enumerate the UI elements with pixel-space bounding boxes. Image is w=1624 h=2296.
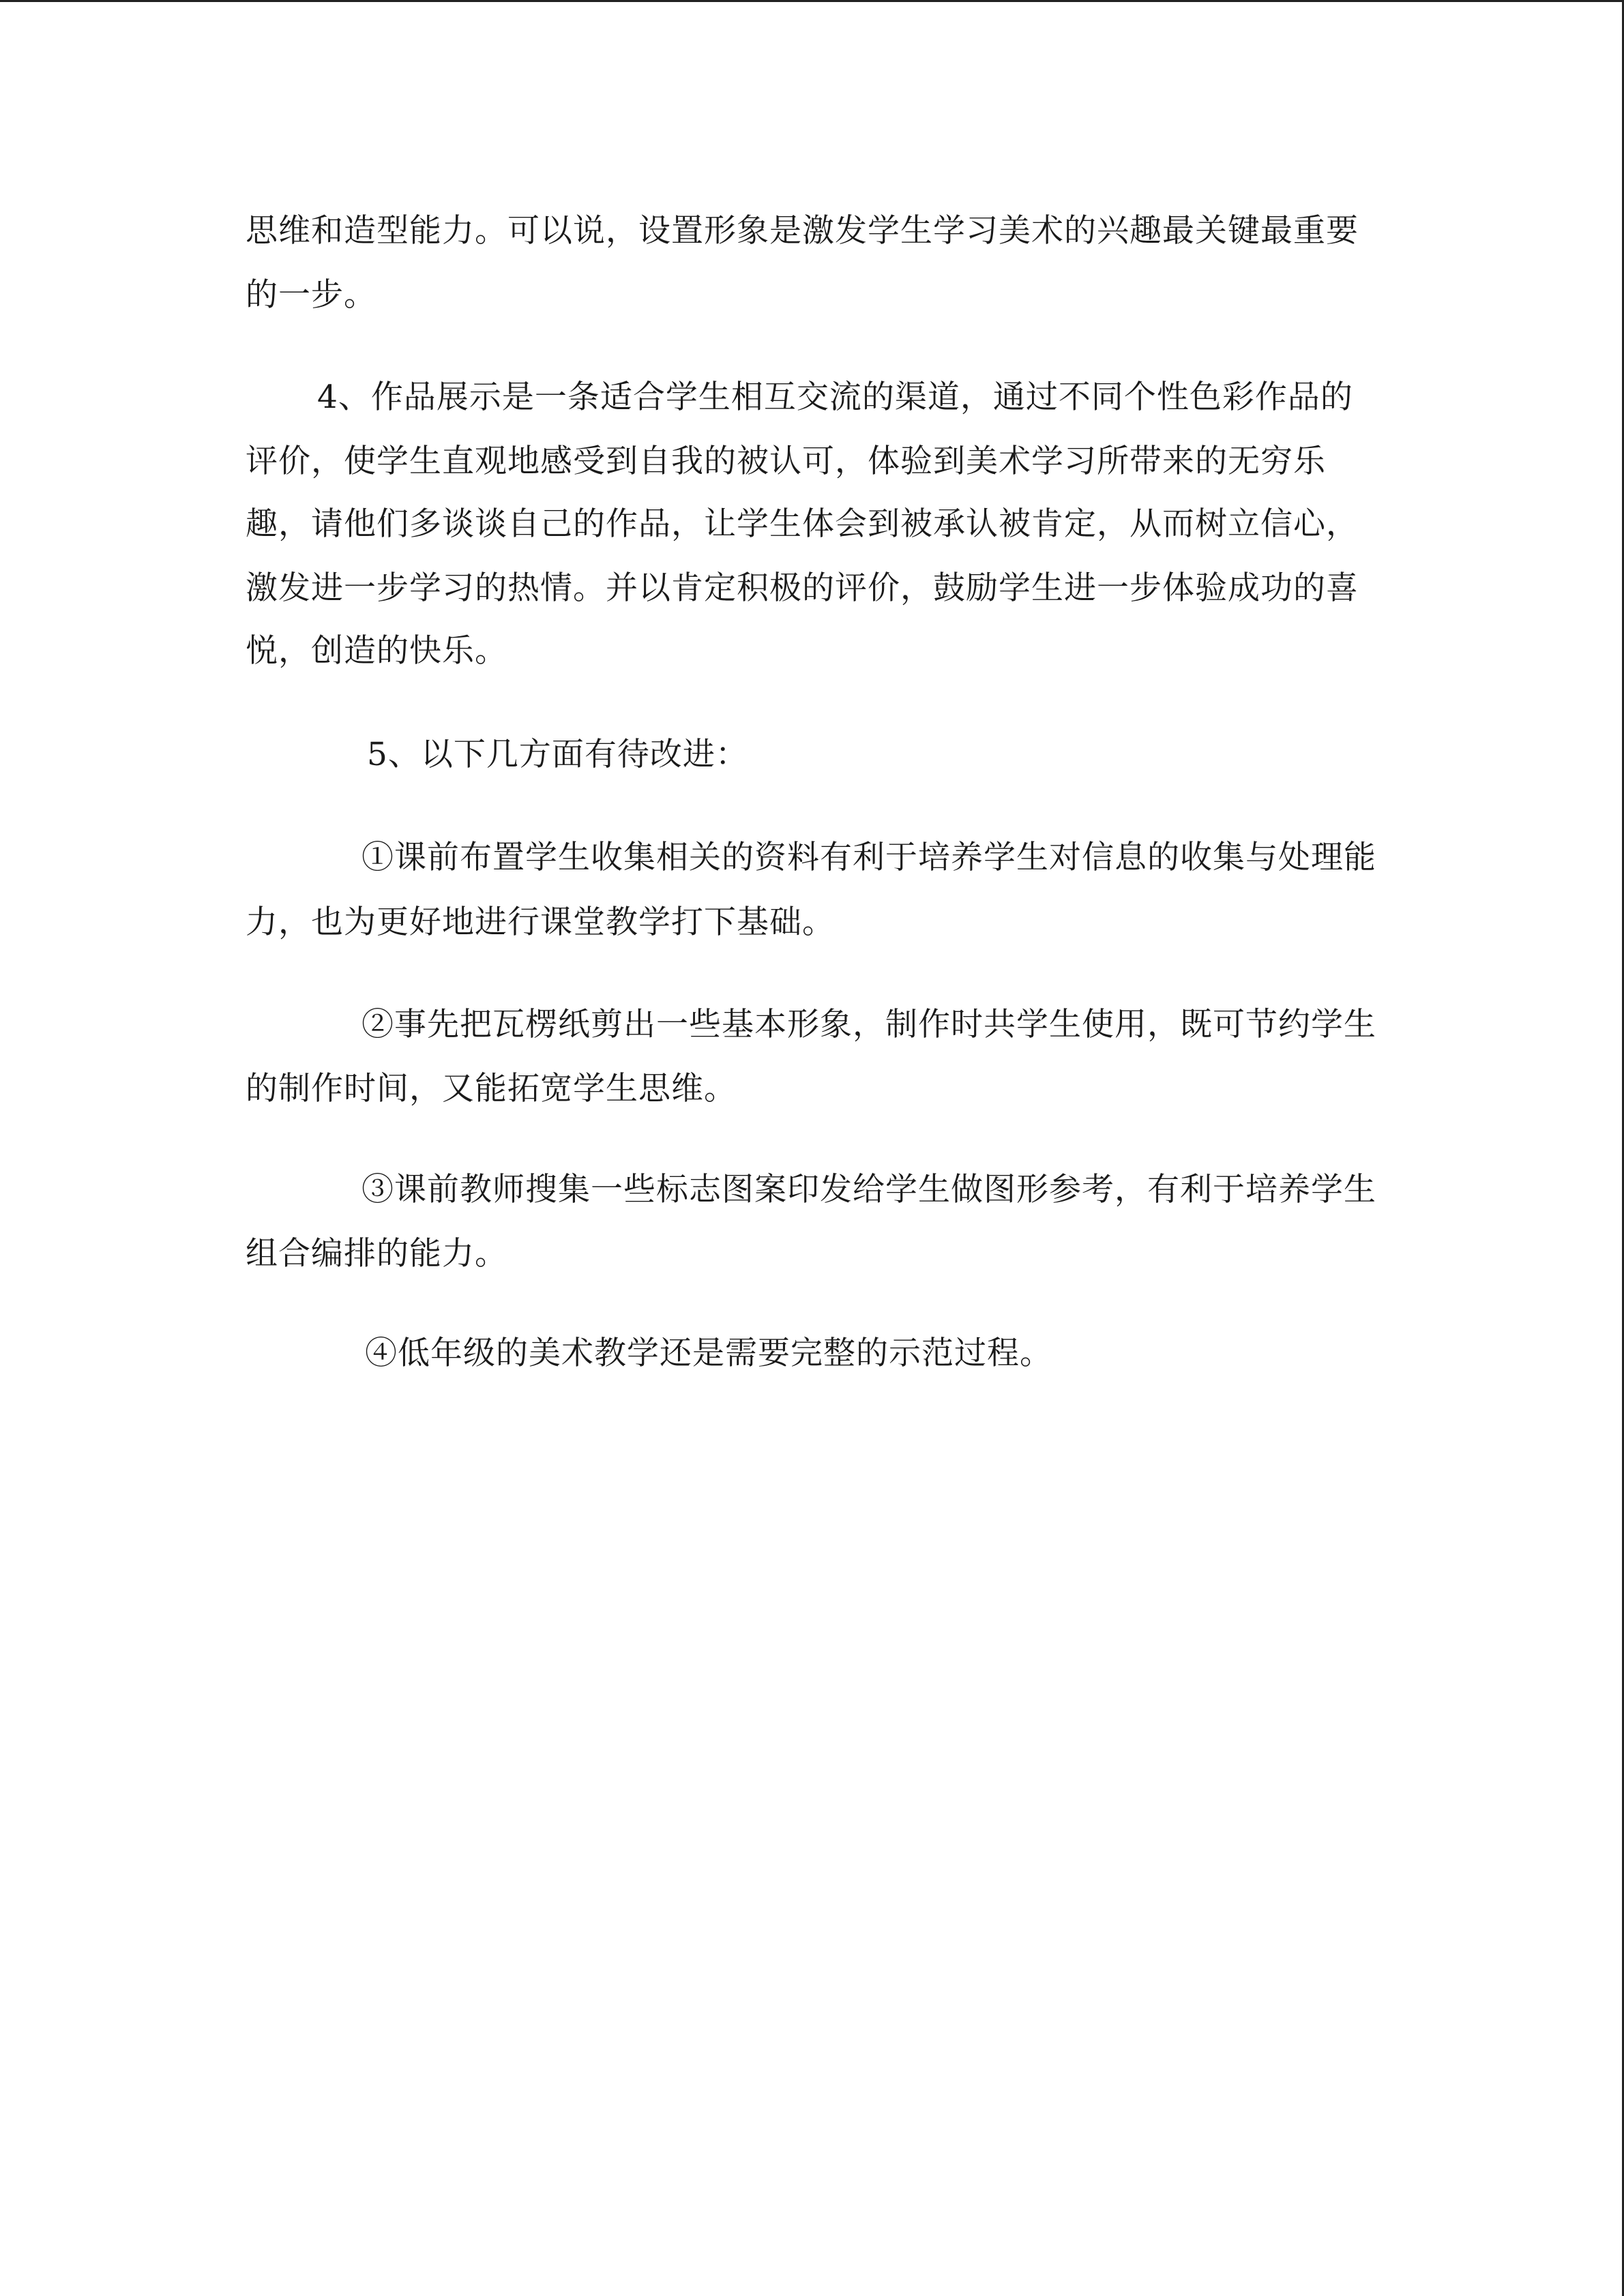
paragraph-4-line-4: 激发进一步学习的热情。并以肯定积极的评价，鼓励学生进一步体验成功的喜: [246, 569, 1359, 607]
improvement-item-1-line-2: 力，也为更好地进行课堂教学打下基础。: [246, 904, 835, 941]
paragraph-4-line-2: 评价，使学生直观地感受到自我的被认可，体验到美术学习所带来的无穷乐: [246, 443, 1326, 480]
paragraph-4-line-3: 趣，请他们多谈谈自己的作品，让学生体会到被承认被肯定，从而树立信心，: [246, 505, 1359, 543]
improvement-item-2-line-1: ②事先把瓦楞纸剪出一些基本形象，制作时共学生使用，既可节约学生: [361, 1006, 1376, 1043]
paragraph-5-heading: 5、以下几方面有待改进：: [367, 736, 748, 773]
paragraph-3-line-2: 的一步。: [246, 276, 377, 314]
paragraph-4-line-5: 悦，创造的快乐。: [246, 632, 507, 670]
improvement-item-2-line-2: 的制作时间，又能拓宽学生思维。: [246, 1070, 737, 1107]
improvement-item-4-line-1: ④低年级的美术教学还是需要完整的示范过程。: [365, 1335, 1052, 1372]
paragraph-4-line-1: 4、作品展示是一条适合学生相互交流的渠道，通过不同个性色彩作品的: [317, 378, 1353, 416]
improvement-item-3-line-2: 组合编排的能力。: [246, 1235, 507, 1272]
improvement-item-1-line-1: ①课前布置学生收集相关的资料有利于培养学生对信息的收集与处理能: [361, 839, 1376, 876]
improvement-item-3-line-1: ③课前教师搜集一些标志图案印发给学生做图形参考，有利于培养学生: [361, 1171, 1376, 1208]
paragraph-3-line-1: 思维和造型能力。可以说，设置形象是激发学生学习美术的兴趣最关键最重要: [246, 212, 1359, 250]
